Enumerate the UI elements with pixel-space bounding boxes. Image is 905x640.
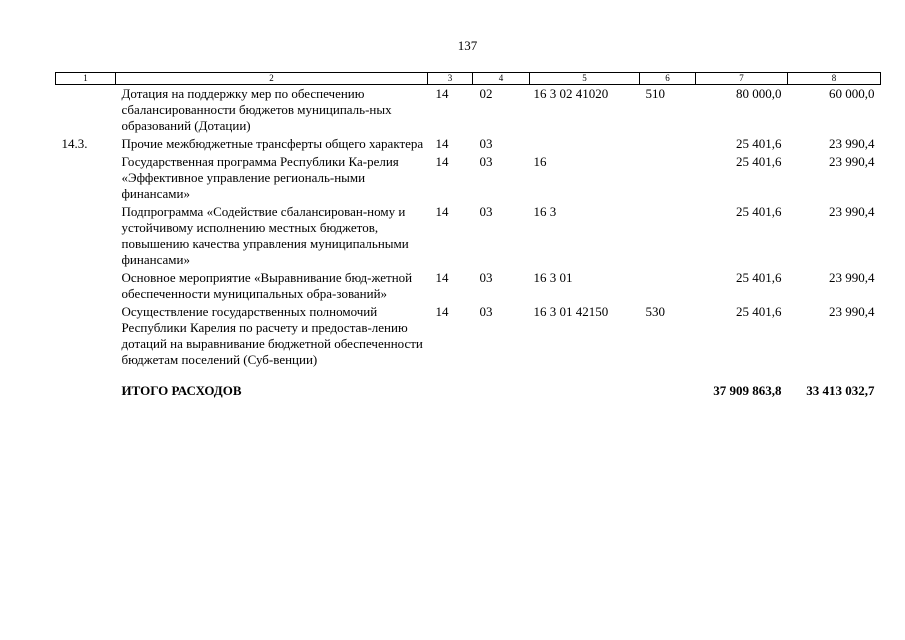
column-header-6: 6: [640, 73, 696, 85]
total-label: ИТОГО РАСХОДОВ: [121, 383, 242, 398]
row-amount-year-2: 23 990,4: [829, 204, 875, 219]
row-amount-year-1: 25 401,6: [736, 270, 782, 285]
row-expense-type: [640, 135, 696, 153]
row-target-code: 16 3 02 41020: [533, 86, 609, 101]
row-expense-type: 530: [645, 304, 665, 319]
row-expense-type: 510: [645, 86, 665, 101]
row-number: [56, 303, 116, 369]
total-amount-year-1: 37 909 863,8: [713, 383, 782, 398]
budget-table: [55, 72, 881, 399]
row-section: 14: [435, 304, 449, 319]
table-body: [56, 85, 881, 400]
column-header-5: 5: [530, 73, 640, 85]
row-target-code: 16 3 01 42150: [533, 304, 609, 319]
row-target-code: 16 3 01: [533, 270, 573, 285]
row-amount-year-1: 25 401,6: [736, 304, 782, 319]
row-name: Дотация на поддержку мер по обеспечению сбалансированности бюджетов муниципаль-ных образований (Дотации): [121, 86, 392, 133]
row-subsection: 02: [479, 86, 493, 101]
table-row: [56, 269, 881, 303]
column-header-2: 2: [116, 73, 428, 85]
column-header-3: 3: [428, 73, 473, 85]
row-expense-type: [640, 153, 696, 203]
total-empty-5: [530, 369, 640, 399]
row-number: [56, 85, 116, 136]
table-row: [56, 303, 881, 369]
row-subsection: 03: [479, 154, 493, 169]
row-amount-year-1: 25 401,6: [736, 154, 782, 169]
row-subsection: 03: [479, 204, 493, 219]
row-section: 14: [435, 136, 449, 151]
page-number: 137: [457, 38, 478, 53]
row-name: Прочие межбюджетные трансферты общего характера: [121, 136, 424, 151]
row-name: Осуществление государственных полномочий Республики Карелия по расчету и предостав-лению дотаций на выравнивание бюджетной обеспеченности бюджетам поселений (Суб-венции): [121, 304, 423, 367]
row-number: [56, 153, 116, 203]
row-subsection: 03: [479, 270, 493, 285]
row-amount-year-1: 80 000,0: [736, 86, 782, 101]
row-amount-year-2: 23 990,4: [829, 270, 875, 285]
table-row: [56, 135, 881, 153]
total-row: [56, 369, 881, 399]
row-amount-year-2: 23 990,4: [829, 136, 875, 151]
column-header-7: 7: [696, 73, 788, 85]
total-empty-3: [428, 369, 473, 399]
row-amount-year-2: 23 990,4: [829, 154, 875, 169]
row-name: Государственная программа Республики Ка-релия «Эффективное управление региональ-ными финансами»: [121, 154, 399, 201]
table-row: [56, 203, 881, 269]
row-expense-type: [640, 269, 696, 303]
row-amount-year-2: 60 000,0: [829, 86, 875, 101]
row-number: 14.3.: [61, 136, 88, 151]
row-name: Основное мероприятие «Выравнивание бюд-жетной обеспеченности муниципальных обра-зований»: [121, 270, 413, 301]
row-section: 14: [435, 270, 449, 285]
column-header-8: 8: [788, 73, 881, 85]
total-empty-6: [640, 369, 696, 399]
column-number-header-row: [56, 73, 881, 85]
table-row: [56, 153, 881, 203]
row-subsection: 03: [479, 304, 493, 319]
row-subsection: 03: [479, 136, 493, 151]
row-amount-year-1: 25 401,6: [736, 136, 782, 151]
row-section: 14: [435, 204, 449, 219]
row-expense-type: [640, 203, 696, 269]
row-target-code: [530, 135, 640, 153]
row-section: 14: [435, 154, 449, 169]
row-target-code: 16 3: [533, 204, 557, 219]
row-amount-year-1: 25 401,6: [736, 204, 782, 219]
total-empty-4: [473, 369, 530, 399]
table-row: [56, 85, 881, 136]
total-amount-year-2: 33 413 032,7: [806, 383, 875, 398]
row-number: [56, 203, 116, 269]
column-header-4: 4: [473, 73, 530, 85]
total-empty-1: [56, 369, 116, 399]
row-number: [56, 269, 116, 303]
column-header-1: 1: [56, 73, 116, 85]
row-target-code: 16: [533, 154, 547, 169]
row-section: 14: [435, 86, 449, 101]
row-name: Подпрограмма «Содействие сбалансирован-ному и устойчивому исполнению местных бюджетов, повышению качества управления муниципальными финансами»: [121, 204, 409, 267]
row-amount-year-2: 23 990,4: [829, 304, 875, 319]
